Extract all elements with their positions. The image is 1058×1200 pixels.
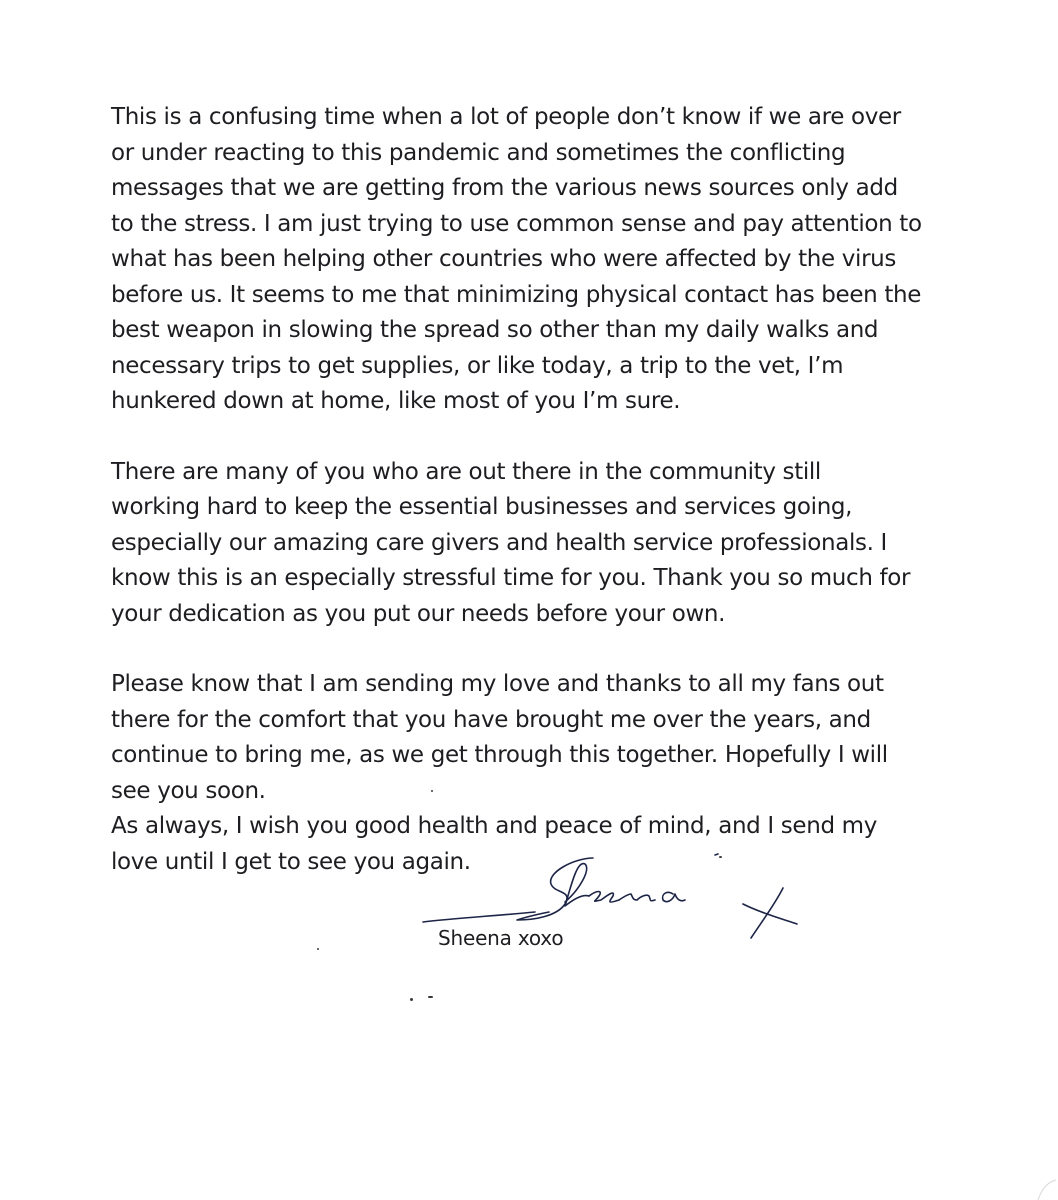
text-line: before us. It seems to me that minimizing physical contact has been the bbox=[111, 281, 922, 308]
text-line: best weapon in slowing the spread so other than my daily walks and bbox=[111, 317, 879, 343]
text-line: to the stress. I am just trying to use common sense and pay attention to bbox=[111, 210, 922, 237]
text-line: see you soon. bbox=[111, 777, 266, 804]
text-line: continue to bring me, as we get through this together. Hopefully I will bbox=[111, 742, 888, 768]
scan-speck bbox=[410, 998, 413, 1001]
text-line: know this is an especially stressful time for you. Thank you so much for bbox=[111, 565, 911, 591]
text-line: As always, I wish you good health and peace of mind, and I send my bbox=[111, 813, 877, 839]
paragraph-1 bbox=[111, 100, 1011, 420]
paragraph-3 bbox=[111, 667, 1011, 880]
text-line: Please know that I am sending my love and thanks to all my fans out bbox=[111, 671, 884, 697]
text-line: or under reacting to this pandemic and sometimes the conflicting bbox=[111, 139, 846, 166]
sign-off: Sheena xoxo bbox=[438, 926, 564, 950]
text-line: necessary trips to get supplies, or like today, a trip to the vet, I’m bbox=[111, 352, 844, 379]
paragraph-spacer bbox=[111, 420, 1011, 455]
scan-speck bbox=[719, 856, 722, 858]
text-line: There are many of you who are out there in the community still bbox=[111, 458, 821, 485]
text-line: working hard to keep the essential businesses and services going, bbox=[111, 494, 853, 520]
text-line: love until I get to see you again. bbox=[111, 848, 471, 875]
scan-speck bbox=[428, 996, 433, 998]
scan-speck bbox=[431, 790, 433, 792]
text-line: especially our amazing care givers and health service professionals. I bbox=[111, 529, 887, 556]
scan-speck bbox=[317, 948, 319, 950]
paragraph-spacer bbox=[111, 632, 1011, 667]
text-line: hunkered down at home, like most of you I’m sure. bbox=[111, 388, 681, 414]
text-line: what has been helping other countries who were affected by the virus bbox=[111, 246, 897, 272]
text-line: there for the comfort that you have brought me over the years, and bbox=[111, 706, 871, 733]
paragraph-2 bbox=[111, 455, 1011, 633]
text-line: This is a confusing time when a lot of people don’t know if we are over bbox=[111, 104, 901, 130]
text-line: your dedication as you put our needs before your own. bbox=[111, 600, 726, 627]
text-line: messages that we are getting from the various news sources only add bbox=[111, 175, 898, 201]
letter-body bbox=[111, 100, 1011, 880]
page-edge-mark bbox=[998, 1140, 1058, 1200]
